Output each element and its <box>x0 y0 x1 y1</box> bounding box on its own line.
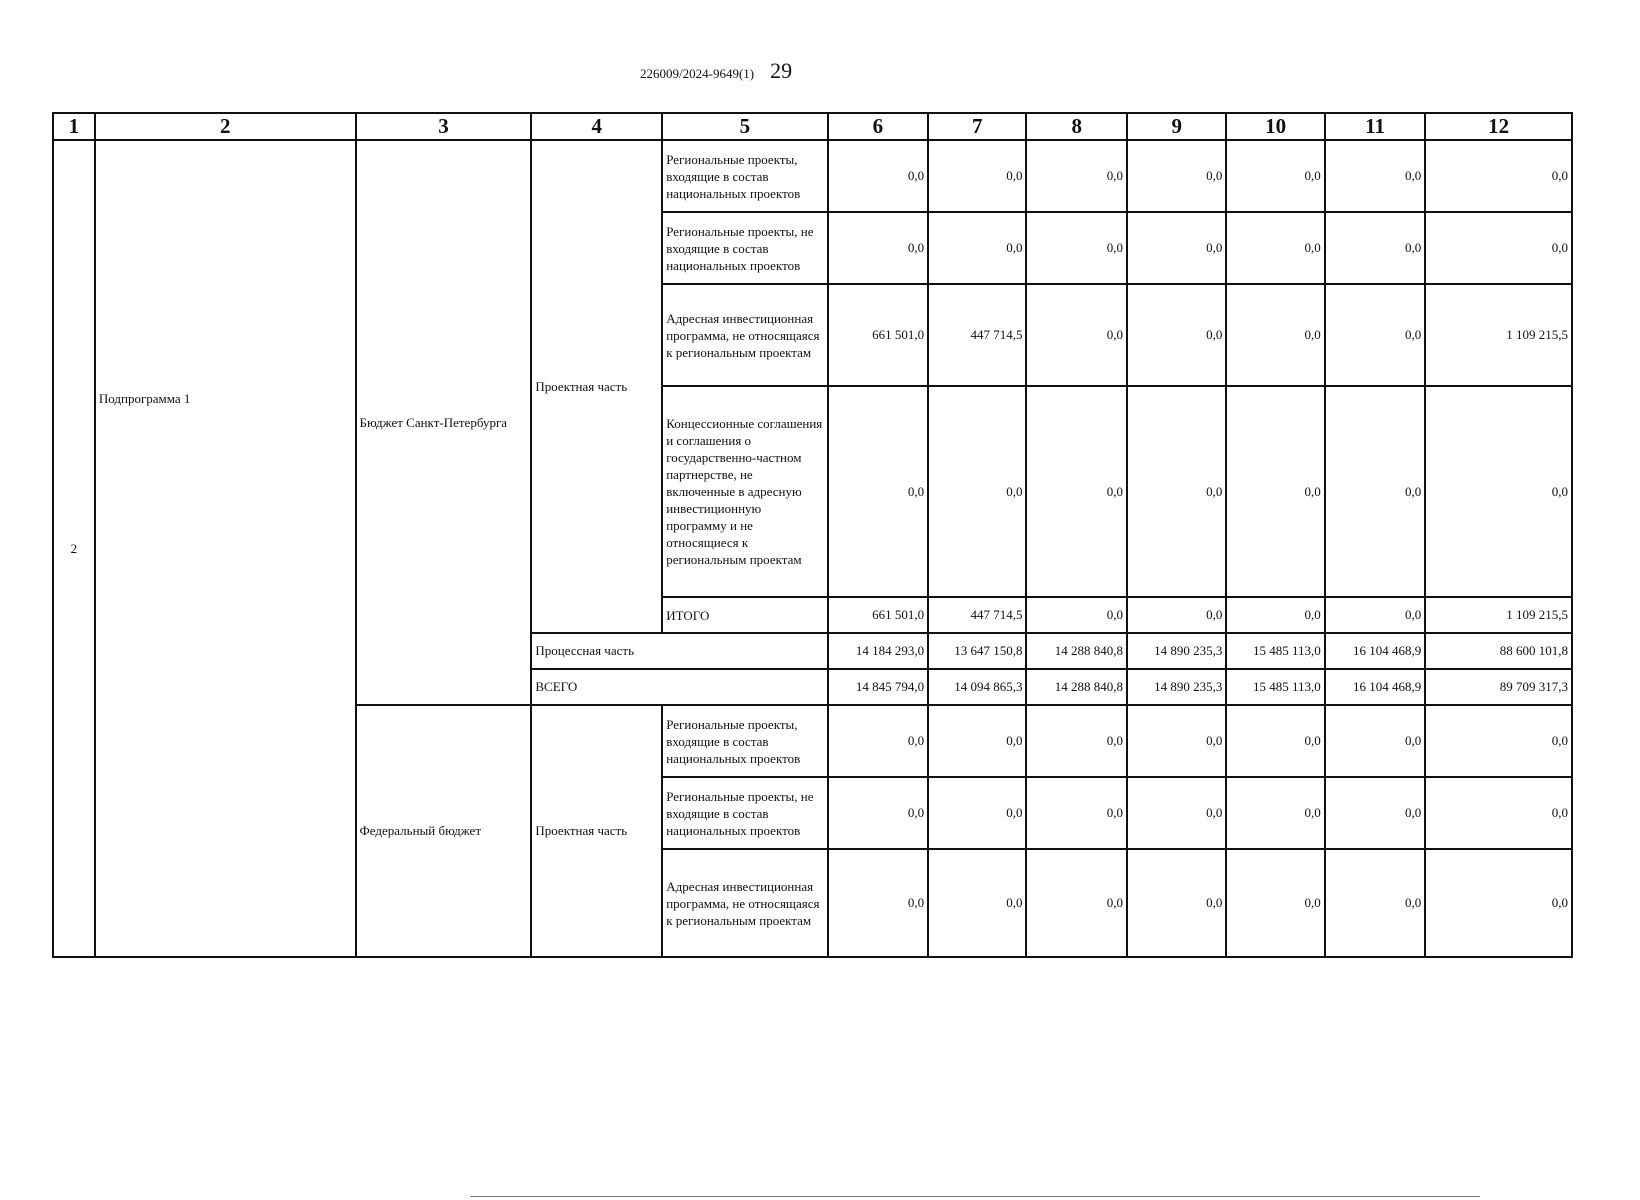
value-cell: 14 288 840,8 <box>1026 633 1126 669</box>
subprogram-name-text: Подпрограмма 1 <box>98 390 191 406</box>
value-cell: 0,0 <box>1425 212 1572 284</box>
column-header: 11 <box>1325 113 1425 140</box>
value-cell: 0,0 <box>1127 705 1226 777</box>
value-cell: 0,0 <box>1226 140 1324 212</box>
project-part-label: Проектная часть <box>531 705 662 957</box>
column-header: 8 <box>1026 113 1126 140</box>
value-cell: 0,0 <box>1226 705 1324 777</box>
value-cell: 88 600 101,8 <box>1425 633 1572 669</box>
line-label: Адресная инвестиционная программа, не относящаяся к региональным проектам <box>662 849 827 957</box>
line-label: Адресная инвестиционная программа, не относящаяся к региональным проектам <box>662 284 827 386</box>
column-header: 10 <box>1226 113 1324 140</box>
value-cell: 14 890 235,3 <box>1127 633 1226 669</box>
column-header: 6 <box>828 113 928 140</box>
funding-source-spb: Бюджет Санкт-Петербурга <box>356 140 532 705</box>
value-cell: 0,0 <box>928 212 1026 284</box>
funding-source-federal: Федеральный бюджет <box>356 705 532 957</box>
value-cell: 0,0 <box>1026 386 1126 597</box>
value-cell: 15 485 113,0 <box>1226 633 1324 669</box>
value-cell: 0,0 <box>828 777 928 849</box>
column-header: 9 <box>1127 113 1226 140</box>
value-cell: 0,0 <box>828 705 928 777</box>
value-cell: 0,0 <box>1325 849 1425 957</box>
value-cell: 0,0 <box>1026 284 1126 386</box>
process-part-label: Процессная часть <box>531 633 827 669</box>
value-cell: 0,0 <box>1226 386 1324 597</box>
value-cell: 0,0 <box>1026 705 1126 777</box>
value-cell: 14 184 293,0 <box>828 633 928 669</box>
value-cell: 0,0 <box>928 777 1026 849</box>
value-cell: 0,0 <box>1127 386 1226 597</box>
value-cell: 447 714,5 <box>928 284 1026 386</box>
value-cell: 1 109 215,5 <box>1425 597 1572 633</box>
line-label: Региональные проекты, входящие в состав национальных проектов <box>662 705 827 777</box>
value-cell: 0,0 <box>1026 140 1126 212</box>
value-cell: 0,0 <box>828 140 928 212</box>
value-cell: 14 288 840,8 <box>1026 669 1126 705</box>
value-cell: 16 104 468,9 <box>1325 669 1425 705</box>
value-cell: 0,0 <box>1325 777 1425 849</box>
column-header: 4 <box>531 113 662 140</box>
value-cell: 0,0 <box>928 386 1026 597</box>
column-header: 5 <box>662 113 827 140</box>
column-header: 12 <box>1425 113 1572 140</box>
page-number: 29 <box>770 58 793 83</box>
value-cell: 0,0 <box>1325 212 1425 284</box>
value-cell: 0,0 <box>1127 777 1226 849</box>
value-cell: 0,0 <box>1026 849 1126 957</box>
value-cell: 0,0 <box>1425 386 1572 597</box>
value-cell: 447 714,5 <box>928 597 1026 633</box>
value-cell: 16 104 468,9 <box>1325 633 1425 669</box>
value-cell: 0,0 <box>1425 849 1572 957</box>
value-cell: 0,0 <box>1026 212 1126 284</box>
value-cell: 0,0 <box>828 849 928 957</box>
value-cell: 0,0 <box>1425 777 1572 849</box>
value-cell: 0,0 <box>1325 140 1425 212</box>
column-header: 3 <box>356 113 532 140</box>
value-cell: 0,0 <box>928 849 1026 957</box>
column-header: 2 <box>95 113 356 140</box>
value-cell: 0,0 <box>1026 597 1126 633</box>
scan-edge-divider <box>470 1196 1480 1197</box>
value-cell: 0,0 <box>1127 597 1226 633</box>
value-cell: 0,0 <box>1226 597 1324 633</box>
value-cell: 0,0 <box>1226 284 1324 386</box>
value-cell: 0,0 <box>1226 777 1324 849</box>
value-cell: 15 485 113,0 <box>1226 669 1324 705</box>
table-row <box>53 140 1572 212</box>
value-cell: 0,0 <box>1325 705 1425 777</box>
document-number: 226009/2024-9649(1) <box>640 66 755 81</box>
value-cell: 0,0 <box>1026 777 1126 849</box>
value-cell: 661 501,0 <box>828 597 928 633</box>
row-number: 2 <box>53 140 95 957</box>
value-cell: 0,0 <box>1226 212 1324 284</box>
value-cell: 0,0 <box>1325 386 1425 597</box>
value-cell: 0,0 <box>1325 284 1425 386</box>
line-label: Региональные проекты, входящие в состав национальных проектов <box>662 140 827 212</box>
value-cell: 0,0 <box>1425 140 1572 212</box>
value-cell: 0,0 <box>1325 597 1425 633</box>
column-number-row <box>53 113 1572 140</box>
value-cell: 14 890 235,3 <box>1127 669 1226 705</box>
subtotal-label: ИТОГО <box>662 597 827 633</box>
value-cell: 0,0 <box>1127 212 1226 284</box>
value-cell: 0,0 <box>928 140 1026 212</box>
column-header: 1 <box>53 113 95 140</box>
value-cell: 0,0 <box>1127 849 1226 957</box>
line-label: Концессионные соглашения и соглашения о государственно-частном партнерстве, не включенные в адресную инвестиционную программу и не относящиеся к региональным проектам <box>662 386 827 597</box>
value-cell: 0,0 <box>828 386 928 597</box>
value-cell: 0,0 <box>1425 705 1572 777</box>
value-cell: 13 647 150,8 <box>928 633 1026 669</box>
value-cell: 0,0 <box>1127 284 1226 386</box>
value-cell: 14 845 794,0 <box>828 669 928 705</box>
line-label: Региональные проекты, не входящие в состав национальных проектов <box>662 212 827 284</box>
project-part-label: Проектная часть <box>531 140 662 633</box>
line-label: Региональные проекты, не входящие в состав национальных проектов <box>662 777 827 849</box>
value-cell: 0,0 <box>928 705 1026 777</box>
value-cell: 0,0 <box>1226 849 1324 957</box>
value-cell: 0,0 <box>828 212 928 284</box>
value-cell: 89 709 317,3 <box>1425 669 1572 705</box>
value-cell: 14 094 865,3 <box>928 669 1026 705</box>
column-header: 7 <box>928 113 1026 140</box>
value-cell: 661 501,0 <box>828 284 928 386</box>
page-header <box>640 58 792 84</box>
value-cell: 1 109 215,5 <box>1425 284 1572 386</box>
budget-table <box>52 112 1573 958</box>
subprogram-name <box>95 140 356 957</box>
value-cell: 0,0 <box>1127 140 1226 212</box>
total-label: ВСЕГО <box>531 669 827 705</box>
